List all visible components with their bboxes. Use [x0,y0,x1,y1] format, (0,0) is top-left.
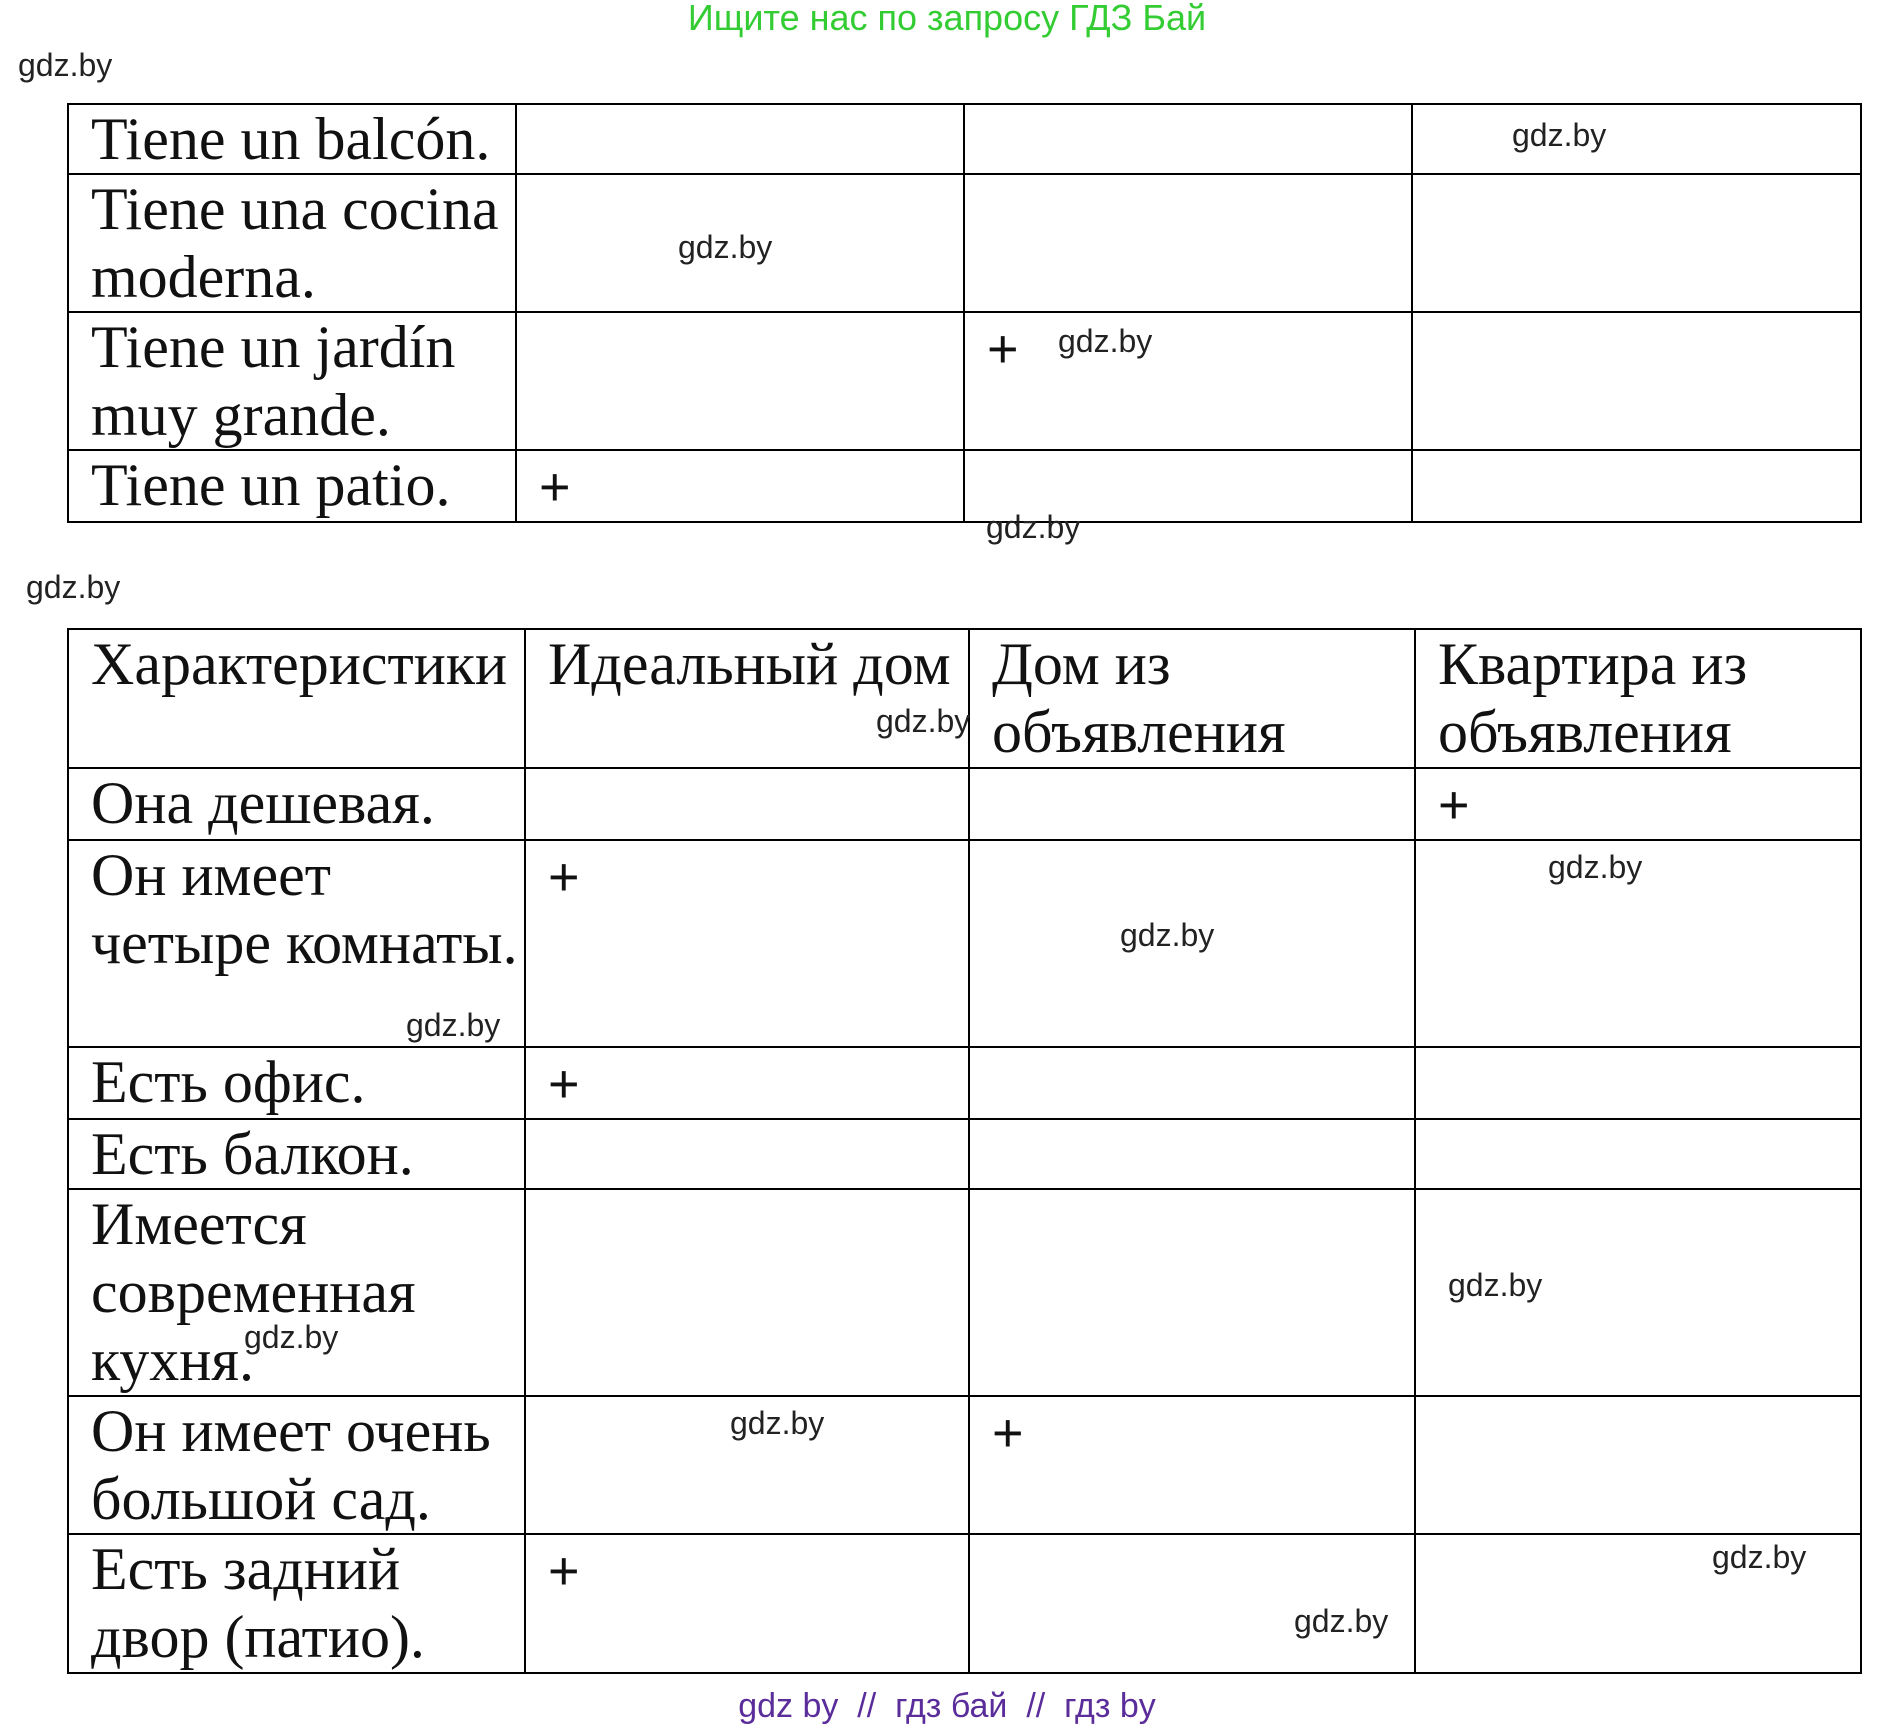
ideal-house-cell [525,1119,969,1189]
russian-features-table [67,628,1862,1674]
watermark: gdz.by [1058,323,1153,359]
table-row [68,768,1861,840]
ad-house-cell [969,1189,1415,1396]
row-label-cell: Он имеет четыре комнаты. [68,840,525,1047]
row-label-cell: Tiene un patio. [68,450,516,522]
table-row [68,1119,1861,1189]
row-label-cell: Есть балкон. [68,1119,525,1189]
table-row [68,1396,1861,1534]
row-label-cell: Он имеет очень большой сад. [68,1396,525,1534]
watermark: gdz.by [1512,117,1607,153]
table-row [68,1047,1861,1119]
ad-house-cell [969,1119,1415,1189]
spanish-features-table [67,103,1862,523]
row-label-cell: Tiene un jardín muy grande. [68,312,516,450]
table-row [68,450,1861,522]
ad-house-cell: + [964,312,1412,450]
ad-apartment-cell [1412,450,1861,522]
ad-house-cell [969,1047,1415,1119]
ad-house-cell [964,174,1412,312]
ad-apartment-cell [1415,1119,1861,1189]
search-banner: Ищите нас по запросу ГДЗ Бай [687,0,1207,38]
ideal-house-cell [516,104,964,174]
ad-house-cell [969,768,1415,840]
ad-apartment-cell [1412,312,1861,450]
table-header-row [68,629,1861,768]
ideal-house-cell: + [516,450,964,522]
watermark: gdz.by [986,509,1081,545]
ad-apartment-cell: + [1415,768,1861,840]
ad-apartment-cell [1412,104,1861,174]
table-row [68,1189,1861,1396]
row-label-cell: Tiene un balcón. [68,104,516,174]
watermark: gdz.by [1548,849,1643,885]
watermark: gdz.by [406,1007,501,1043]
watermark: gdz.by [1712,1539,1807,1575]
ideal-house-cell [525,1189,969,1396]
ad-house-cell: + [969,1396,1415,1534]
watermark: gdz.by [18,47,113,83]
ideal-house-cell: + [525,840,969,1047]
ad-apartment-cell [1412,174,1861,312]
watermark: gdz.by [678,229,773,265]
watermark: gdz.by [244,1319,339,1355]
table-row [68,312,1861,450]
ideal-house-cell: + [525,1047,969,1119]
watermark: gdz.by [730,1405,825,1441]
header-ideal-house: Идеальный дом [525,629,969,768]
ad-house-cell [964,104,1412,174]
ad-apartment-cell [1415,1396,1861,1534]
watermark: gdz.by [1294,1603,1389,1639]
row-label-cell: Она дешевая. [68,768,525,840]
ad-apartment-cell [1415,1047,1861,1119]
row-label-cell: Tiene una cocina moderna. [68,174,516,312]
table-row [68,1534,1861,1673]
ideal-house-cell: + [525,1534,969,1673]
row-label-cell: Есть офис. [68,1047,525,1119]
row-label-cell: Имеется современная кухня. [68,1189,525,1396]
row-label-cell: Есть задний двор (патио). [68,1534,525,1673]
watermark: gdz.by [1120,917,1215,953]
watermark: gdz.by [1448,1267,1543,1303]
header-characteristics: Характеристики [68,629,525,768]
watermark: gdz.by [876,703,971,739]
table-row [68,174,1861,312]
header-ad-house: Дом из объявления [969,629,1415,768]
ideal-house-cell [516,312,964,450]
watermark: gdz.by [26,569,121,605]
ideal-house-cell [525,768,969,840]
footer-text: gdz by // гдз бай // гдз by [738,1687,1156,1725]
header-ad-apartment: Квартира из объявления [1415,629,1861,768]
